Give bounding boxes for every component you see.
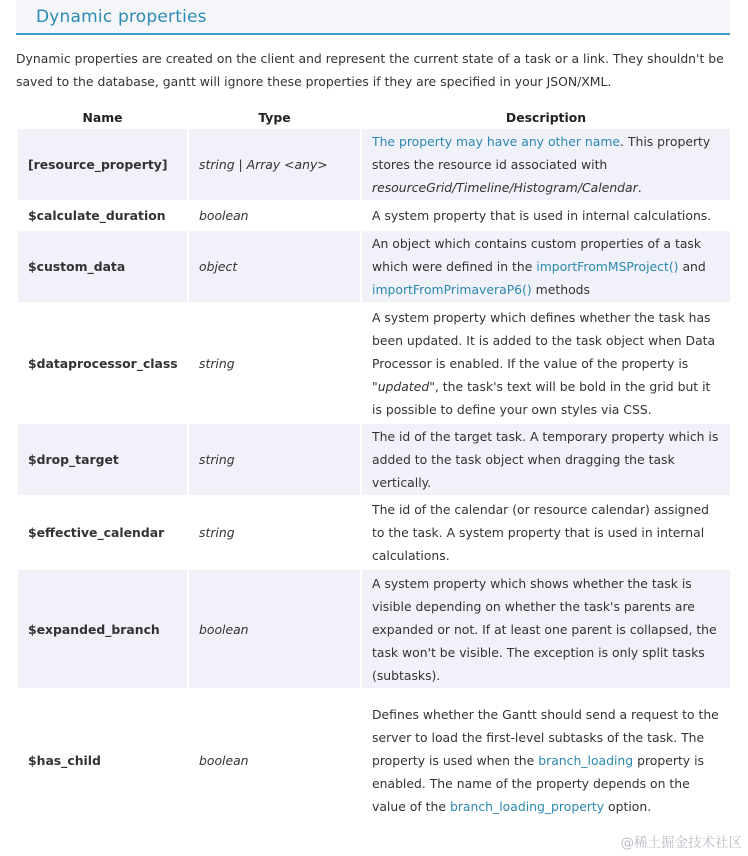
property-name: $calculate_duration xyxy=(18,202,187,229)
section-header xyxy=(16,0,730,35)
table-row xyxy=(18,424,730,495)
property-name-link[interactable]: The property may have any other name xyxy=(372,134,621,149)
description-text: and xyxy=(678,259,706,274)
intro-paragraph: Dynamic properties are created on the client and represent the current state of a task or a link. They shouldn't be saved to the database, gantt will ignore these properties if they are specified in your JSON/XML. xyxy=(16,51,724,89)
table-header-row xyxy=(18,107,730,127)
branch-loading-link[interactable]: branch_loading xyxy=(538,753,634,768)
properties-table xyxy=(16,105,732,833)
property-name: $expanded_branch xyxy=(18,570,187,688)
property-description: The id of the target task. A temporary property which is added to the task object when dragging the task vertically. xyxy=(362,424,730,495)
property-description: A system property which shows whether the task is visible depending on whether the task's parents are expanded or not. If at least one parent is collapsed, the task won't be visible. The exception is only split tasks (subtasks). xyxy=(362,570,730,688)
property-type: boolean xyxy=(189,570,360,688)
property-type: string xyxy=(189,304,360,422)
property-description: A system property that is used in internal calculations. xyxy=(362,202,730,229)
property-description xyxy=(362,129,730,200)
property-type: string xyxy=(189,497,360,568)
property-type: boolean xyxy=(189,690,360,831)
property-name: $has_child xyxy=(18,690,187,831)
property-name: $custom_data xyxy=(18,231,187,302)
column-header-description: Description xyxy=(362,107,730,127)
property-description xyxy=(362,304,730,422)
column-header-type: Type xyxy=(189,107,360,127)
column-header-name: Name xyxy=(18,107,187,127)
watermark-text: @稀土掘金技术社区 xyxy=(620,835,742,851)
table-row xyxy=(18,129,730,200)
property-description: The id of the calendar (or resource calendar) assigned to the task. A system property that is used in internal calculations. xyxy=(362,497,730,568)
description-text: A system property which defines whether the task has been updated. It is added to the task object when Data Processor is enabled. If the value of the property is xyxy=(372,309,716,371)
description-text: Defines whether the Gantt should send a request to the server to load the first-level subtasks of the task. The property is used when the xyxy=(372,707,719,768)
watermark xyxy=(621,831,743,851)
description-italic: "updated" xyxy=(372,378,435,394)
property-name: [resource_property] xyxy=(18,129,187,200)
import-from-msproject-link[interactable]: importFromMSProject() xyxy=(536,259,679,274)
import-from-primavera-link[interactable]: importFromPrimaveraP6() xyxy=(372,282,532,297)
description-italic: resourceGrid/Timeline/Histogram/Calendar xyxy=(372,180,638,195)
description-text: , the task's text will be bold in the grid but it is possible to define your own styles via CSS. xyxy=(372,378,711,417)
description-text: option. xyxy=(604,799,652,814)
table-row xyxy=(18,497,730,568)
property-type: boolean xyxy=(189,202,360,229)
description-text: . This property stores the resource id associated with xyxy=(372,134,711,172)
table-row xyxy=(18,304,730,422)
property-name: $effective_calendar xyxy=(18,497,187,568)
property-name: $dataprocessor_class xyxy=(18,304,187,422)
description-text: property is enabled. The name of the property depends on the value of the xyxy=(372,753,704,814)
property-type: string | Array <any> xyxy=(189,129,360,200)
property-description xyxy=(362,690,730,831)
property-name: $drop_target xyxy=(18,424,187,495)
description-text: methods xyxy=(531,282,590,297)
table-row xyxy=(18,231,730,302)
property-type: string xyxy=(189,424,360,495)
description-text: An object which contains custom properties of a task which were defined in the xyxy=(372,236,702,274)
section-title: Dynamic properties xyxy=(36,7,207,27)
table-row xyxy=(18,570,730,688)
property-description xyxy=(362,231,730,302)
property-type: object xyxy=(189,231,360,302)
table-row xyxy=(18,690,730,831)
table-row xyxy=(18,202,730,229)
description-text: . xyxy=(637,180,642,195)
branch-loading-property-link[interactable]: branch_loading_property xyxy=(449,799,605,814)
